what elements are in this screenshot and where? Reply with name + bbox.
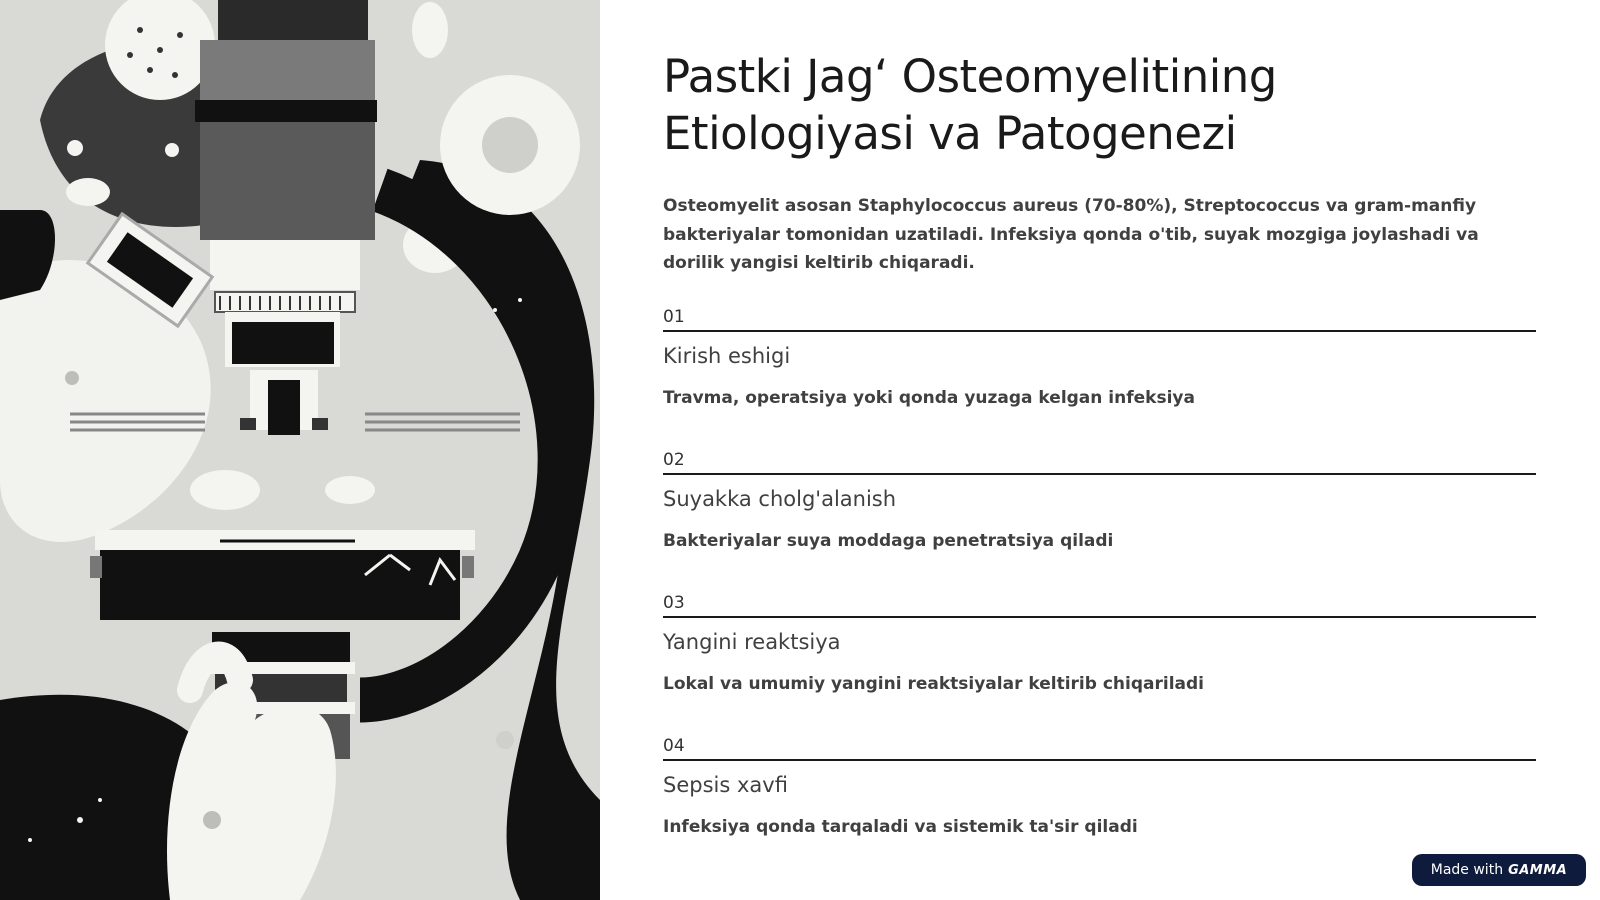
step-item-2 (663, 445, 1536, 588)
step-description: Infeksiya qonda tarqaladi va sistemik ta'sir qiladi (663, 816, 1138, 837)
step-item-1 (663, 302, 1536, 445)
step-divider (663, 759, 1536, 761)
step-title: Suyakka cholg'alanish (663, 486, 897, 511)
step-divider (663, 330, 1536, 332)
step-number: 03 (663, 592, 685, 613)
steps-list (663, 302, 1536, 874)
gamma-logo: GAMMA (1508, 862, 1568, 878)
step-number: 04 (663, 735, 685, 756)
step-description: Bakteriyalar suya moddaga penetratsiya qiladi (663, 530, 1114, 551)
badge-prefix: Made with (1430, 862, 1504, 878)
step-title: Kirish eshigi (663, 343, 791, 368)
made-with-gamma-badge[interactable] (1412, 854, 1586, 886)
step-item-4 (663, 731, 1536, 874)
step-number: 01 (663, 306, 685, 327)
step-title: Yangini reaktsiya (663, 629, 841, 654)
step-description: Lokal va umumiy yangini reaktsiyalar keltirib chiqariladi (663, 673, 1204, 694)
step-number: 02 (663, 449, 685, 470)
slide-content (663, 48, 1536, 874)
step-divider (663, 473, 1536, 475)
step-item-3 (663, 588, 1536, 731)
intro-paragraph: Osteomyelit asosan Staphylococcus aureus (70-80%), Streptococcus va gram-manfiy bakteriyalar tomonidan uzatiladi. Infeksiya qonda o'tib, suyak mozgiga joylashadi va dorilik yangisi keltirib chiqaradi. (663, 196, 1479, 273)
microscope-artwork (0, 0, 600, 900)
page-title: Pastki Jag‘ Osteomyelitining Etiologiyasi va Patogenezi (663, 50, 1277, 160)
step-divider (663, 616, 1536, 618)
step-title: Sepsis xavfi (663, 772, 788, 797)
microscope-illustration (0, 0, 600, 900)
step-description: Travma, operatsiya yoki qonda yuzaga kelgan infeksiya (663, 387, 1195, 408)
